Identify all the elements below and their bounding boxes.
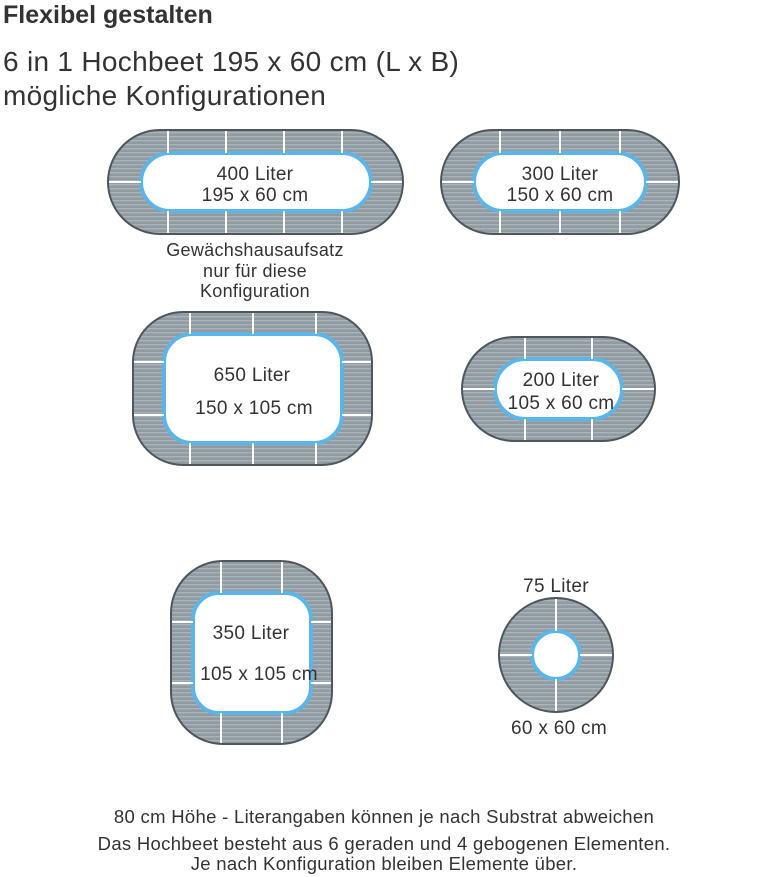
config-75-liter bbox=[499, 576, 613, 739]
config-200-liter bbox=[462, 337, 655, 441]
footer-leftover-note: Je nach Konfiguration bleiben Elemente über. bbox=[190, 853, 578, 874]
dimension-label: 150 x 105 cm bbox=[195, 398, 313, 419]
config-400-liter bbox=[108, 130, 403, 234]
dimension-label: 150 x 60 cm bbox=[506, 185, 614, 206]
volume-label: 75 Liter bbox=[523, 576, 589, 597]
volume-label: 350 Liter bbox=[212, 623, 290, 644]
page-heading: Flexibel gestalten bbox=[3, 1, 213, 29]
config-350-liter bbox=[171, 561, 332, 744]
greenhouse-note-line3: Konfiguration bbox=[200, 281, 310, 301]
inner-bed bbox=[532, 631, 580, 679]
greenhouse-note bbox=[166, 240, 344, 301]
footer-height-note: 80 cm Höhe - Literangaben können je nach Substrat abweichen bbox=[113, 806, 655, 827]
config-300-liter bbox=[441, 130, 679, 234]
volume-label: 650 Liter bbox=[213, 365, 291, 386]
volume-label: 400 Liter bbox=[216, 164, 294, 185]
inner-bed bbox=[164, 334, 342, 443]
inner-bed bbox=[193, 593, 311, 713]
volume-label: 300 Liter bbox=[521, 164, 599, 185]
product-title: 6 in 1 Hochbeet 195 x 60 cm (L x B) bbox=[3, 46, 460, 77]
greenhouse-note-line1: Gewächshausaufsatz bbox=[166, 240, 344, 260]
footer-elements-note: Das Hochbeet besteht aus 6 geraden und 4 gebogenen Elementen. bbox=[97, 833, 671, 854]
dimension-label: 105 x 60 cm bbox=[507, 393, 615, 414]
dimension-label: 105 x 105 cm bbox=[200, 664, 318, 685]
volume-label: 200 Liter bbox=[522, 370, 600, 391]
dimension-label: 60 x 60 cm bbox=[511, 718, 607, 739]
configurations-subtitle: mögliche Konfigurationen bbox=[3, 80, 327, 111]
greenhouse-note-line2: nur für diese bbox=[203, 261, 307, 281]
dimension-label: 195 x 60 cm bbox=[201, 185, 309, 206]
config-650-liter bbox=[133, 312, 372, 465]
